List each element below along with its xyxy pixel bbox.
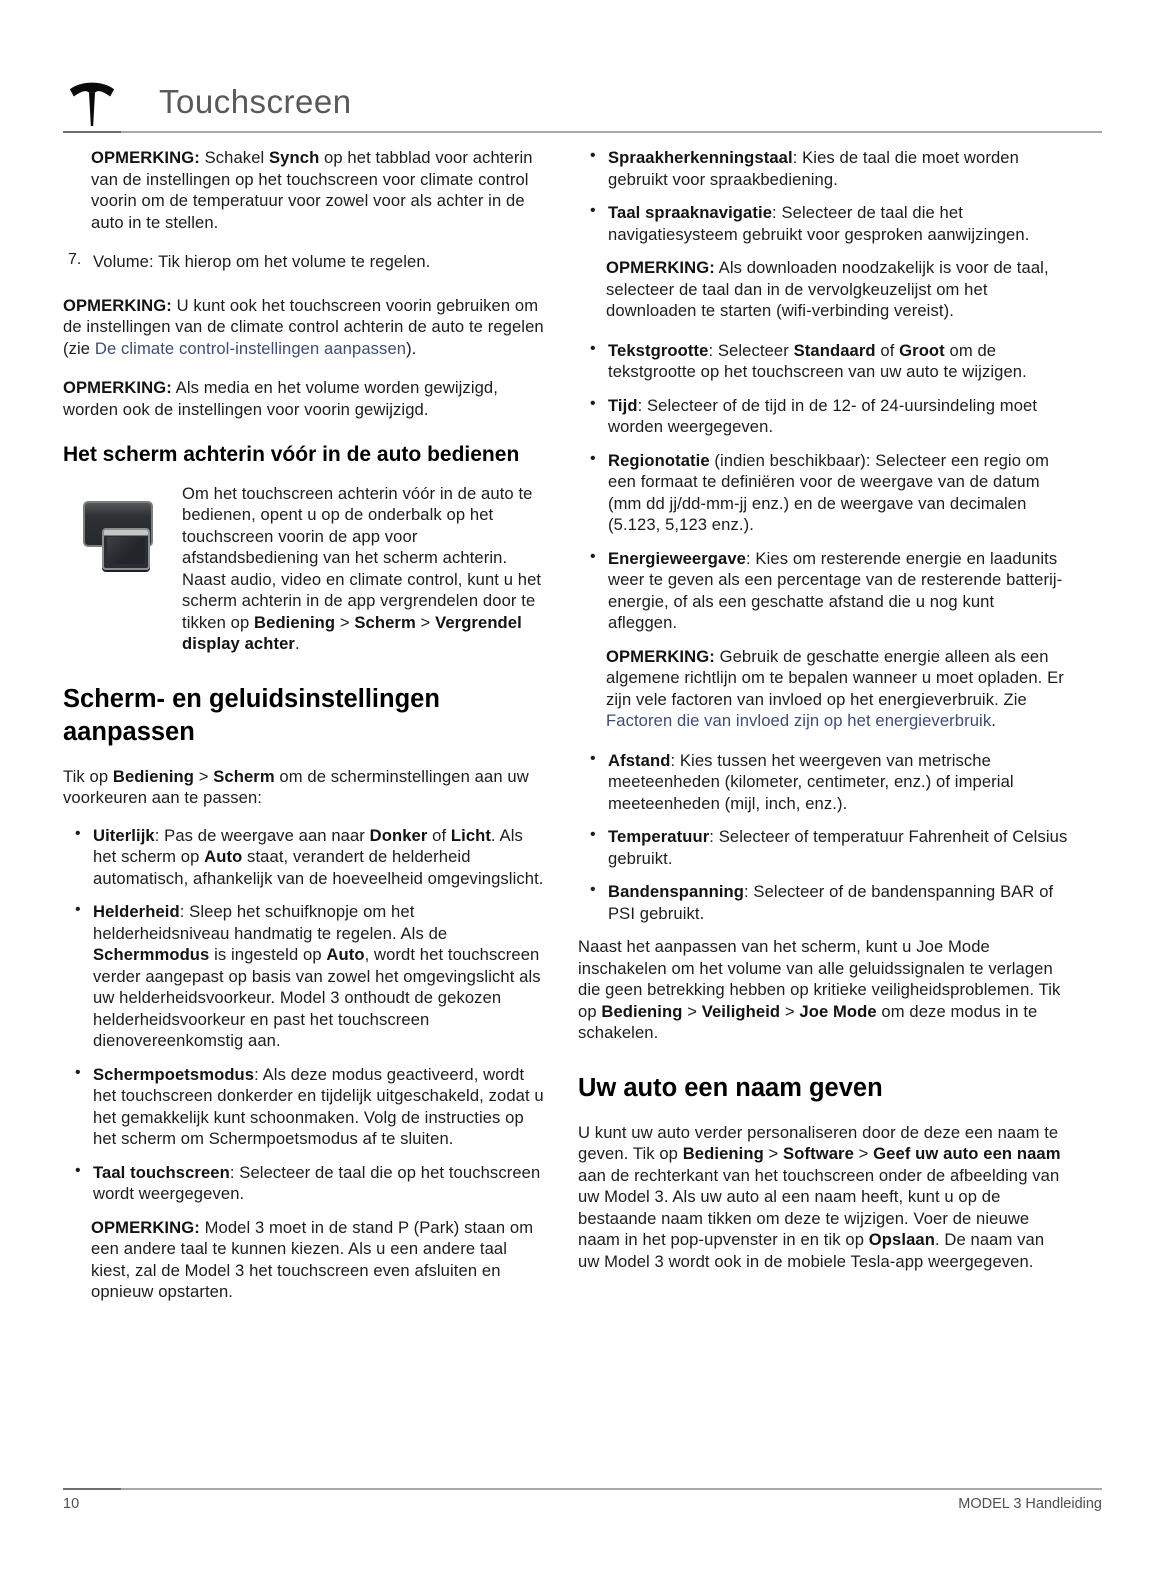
text-run: : Sleep het schuifknopje om het helderheidsniveau handmatig te regelen. Als de [93,902,448,943]
text-run: : Selecteer de taal die op het touchscreen wordt weergegeven. [93,1162,541,1203]
text-run: Schakel [199,148,270,167]
bullet-list-item [63,1162,545,1205]
bullet-list-item [63,1064,545,1150]
text-run: : Kies de taal die moet worden gebruikt voor spraakbediening. [608,148,1019,189]
bold-text-run: Scherm [354,612,416,632]
right-column [578,147,1068,1321]
text-run: op het tabblad voor achterin van de instellingen op het touchscreen voor climate control voorin om de temperatuur voor zowel voor als achter in de auto in te stellen. [91,148,533,232]
text-run: . De naam van uw Model 3 wordt ook in de mobiele Tesla-app weergegeven. [578,1230,1045,1271]
bold-text-run: OPMERKING: [63,295,172,315]
text-run: Gebruik de geschatte energie alleen als een algemene richtlijn om te bepalen wanneer u moet opladen. Er zijn vele factoren van invloed op het energieverbruik. Zie [606,646,1064,709]
bold-text-run: OPMERKING: [91,1217,200,1237]
list-item-text [608,202,1068,245]
list-item-text [608,395,1068,438]
text-run: is ingesteld op [209,945,327,964]
bullet-marker: • [75,1161,81,1179]
bold-text-run: Schermpoetsmodus [93,1064,255,1084]
chapter-title: Touchscreen [159,83,352,120]
text-run: Het scherm achterin vóór in de auto bedienen [63,443,520,466]
text-run: : Pas de weergave aan naar [154,825,370,845]
bold-text-run: Veiligheid [701,1001,781,1021]
bullet-list-item [578,450,1068,536]
text-run: > [780,1001,800,1021]
bullet-marker: • [590,394,596,412]
bold-text-run: Standaard [793,340,876,360]
body-paragraph [63,766,545,809]
bold-text-run: Vergrendel display achter [182,612,522,653]
bold-text-run: Software [783,1144,854,1163]
bullet-marker: • [590,202,596,219]
bold-text-run: Afstand [608,750,671,770]
bold-text-run: Helderheid [93,902,180,921]
bold-text-run: Auto [204,847,243,866]
bold-text-run: Opslaan [868,1230,935,1249]
text-run: : Kies tussen het weergeven van metrische meeteenheden (kilometer, centimeter, enz.) of imperial meeteenheden (mijl, inch, enz.). [608,750,1014,813]
bullet-marker: • [590,547,596,565]
bold-text-run: Taal spraaknavigatie [608,203,773,222]
note-paragraph [606,646,1068,732]
bold-text-run: Scherm [213,766,275,786]
bold-text-run: OPMERKING: [63,378,172,397]
note-paragraph [606,257,1068,322]
text-run: : Selecteer de taal die het navigatiesysteem gebruikt voor gesproken aanwijzingen. [608,203,1030,244]
text-run: Volume: Tik hierop om het volume te regelen. [93,252,431,271]
bold-text-run: Tekstgrootte [608,340,709,360]
text-run: > [194,766,214,786]
bold-text-run: Taal touchscreen [93,1162,230,1182]
bold-text-run: Donker [369,825,428,845]
text-run: om deze modus in te schakelen. [578,1001,1038,1042]
text-run: : Selecteer of de bandenspanning BAR of PSI gebruikt. [608,882,1054,923]
list-item-text [608,881,1068,924]
list-item-text [608,548,1068,634]
text-run: Uw auto een naam geven [578,1073,883,1102]
section-heading [578,1072,1068,1105]
list-item-text [608,750,1068,815]
bold-text-run: Tijd [608,395,638,415]
figure-text [182,483,545,655]
note-paragraph [63,295,545,360]
body-paragraph [578,1122,1068,1273]
text-run: : Selecteer [708,340,794,360]
text-run: , wordt het touchscreen verder aangepast op basis van zowel het omgevingslicht als uw helderheidsvoorkeur. Model 3 onthoudt de gekozen helderheidsvoorkeur en past het touchscreen dienovereenkomstig aan. [93,945,541,1050]
rear-screen-glass [107,537,145,564]
bold-text-run: OPMERKING: [606,258,715,277]
rear-screen-control-icon-icon [83,499,155,585]
bold-text-run: Schermmodus [93,945,210,964]
bullet-list-item [578,881,1068,924]
bullet-list-item [578,147,1068,190]
text-run: > [763,1144,784,1163]
text-run: Tik op [63,766,113,786]
list-item-text [93,825,545,890]
text-run: staat, verandert de helderheid automatisch, afhankelijk van de hoeveelheid omgevingslicht. [93,847,544,888]
header-divider [63,131,1102,133]
page-header [63,76,1102,132]
text-run: > [335,612,355,632]
bullet-marker: • [590,826,596,843]
page-content [63,147,1068,1321]
text-run: Scherm- en geluidsinstellingen aanpassen [63,684,440,746]
text-run: Als media en het volume worden gewijzigd, worden ook de instellingen voor voorin gewijzigd. [63,378,498,419]
bullet-marker: • [590,449,596,467]
numbered-list-item [63,251,545,273]
bullet-marker: • [75,1063,81,1081]
list-item-text [93,251,430,273]
list-item-text [93,901,545,1052]
bold-text-run: Spraakherkenningstaal [608,148,793,167]
bold-text-run: Joe Mode [799,1001,877,1021]
bullet-marker: • [590,881,596,898]
bold-text-run: Bediening [682,1144,764,1163]
list-item-text [608,340,1068,383]
footer-divider [63,1488,1102,1490]
text-run: ). [406,338,417,358]
list-item-text [608,450,1068,536]
cross-reference-link[interactable]: Factoren die van invloed zijn op het energieverbruik [606,711,992,730]
list-item-number: 7. [68,251,82,268]
text-run: aan de rechterkant van het touchscreen onder de afbeelding van uw Model 3. Als uw auto al een naam heeft, kunt u op de bestaande naam tikken om deze te wijzigen. Voer de nieuwe naam in het pop-upvenster in en tik op [578,1165,1060,1249]
bold-text-run: Auto [326,945,365,964]
page-number: 10 [63,1496,80,1512]
bullet-list-item [63,825,545,890]
bold-text-run: Temperatuur [608,827,710,846]
bullet-list-item [578,548,1068,634]
bullet-list-item [63,901,545,1052]
bullet-list-item [578,750,1068,815]
text-run: : Selecteer of temperatuur Fahrenheit of Celsius gebruikt. [608,827,1068,868]
rear-screen-front-panel [102,528,150,570]
text-run: U kunt ook het touchscreen voorin gebruiken om de instellingen van de climate control achterin de auto te regelen (zie [63,295,544,358]
bullet-list-item [578,826,1068,869]
text-run: : Selecteer of de tijd in de 12- of 24-uursindeling moet worden weergegeven. [608,395,1038,436]
list-item-text [608,147,1068,190]
bold-text-run: Bediening [112,766,194,786]
bold-text-run: Energieweergave [608,548,747,568]
text-run: . [295,634,300,653]
bullet-list-item [578,395,1068,438]
bullet-marker: • [590,749,596,767]
text-run: . Als het scherm op [93,825,523,866]
left-column [63,147,545,1321]
text-run: (indien beschikbaar): Selecteer een regio om een formaat te definiëren voor de weergave van de datum (mm dd jj/dd-mm-jj enz.) en de weergave van decimalen (5.123, 5,123 enz.). [608,450,1050,534]
list-item-text [608,826,1068,869]
bold-text-run: Synch [269,148,320,167]
subsection-heading [63,441,545,469]
bold-text-run: OPMERKING: [606,646,715,666]
bold-text-run: Licht [450,825,492,845]
bullet-marker: • [75,824,81,842]
text-run: U kunt uw auto verder personaliseren door de deze een naam te geven. Tik op [578,1122,1059,1163]
bold-text-run: Bediening [601,1001,683,1021]
text-run: of [875,340,900,360]
note-paragraph [91,1217,545,1303]
bullet-list-item [578,202,1068,245]
text-run: > [415,612,436,632]
list-item-text [93,1162,545,1205]
cross-reference-link[interactable]: De climate control-instellingen aanpassen [94,338,407,358]
bold-text-run: Groot [899,340,945,360]
manual-title: MODEL 3 Handleiding [958,1496,1102,1512]
bold-text-run: Geef uw auto een naam [873,1144,1061,1163]
bold-text-run: Regionotatie [608,450,710,470]
figure-with-text [63,483,545,655]
bold-text-run: Bandenspanning [608,882,744,901]
text-run: : Kies om resterende energie en laadunits weer te geven als een percentage van de resterende batterij-energie, of als een geschatte afstand die u nog kunt afleggen. [608,548,1063,632]
bold-text-run: Uiterlijk [93,825,155,845]
body-paragraph [578,936,1068,1044]
text-run: > [682,1001,702,1021]
tesla-logo-icon [69,78,115,128]
bold-text-run: OPMERKING: [91,148,200,167]
text-run: Model 3 moet in de stand P (Park) staan om een andere taal te kunnen kiezen. Als u een andere taal kiest, zal de Model 3 het touchscreen even afsluiten en opnieuw opstarten. [91,1217,534,1301]
section-heading [63,683,545,749]
bullet-list-item [578,340,1068,383]
text-run: . [991,711,996,730]
text-run: of [427,825,451,845]
list-item-text [93,1064,545,1150]
text-run: > [853,1144,874,1163]
text-run: Als downloaden noodzakelijk is voor de taal, selecteer de taal dan in de vervolgkeuzelijst om het downloaden te starten (wifi-verbinding vereist). [606,258,1049,320]
bullet-marker: • [75,901,81,918]
note-paragraph [63,377,545,420]
text-run: Naast het aanpassen van het scherm, kunt u Joe Mode inschakelen om het volume van alle geluidssignalen te verlagen die geen betrekking hebben op kritieke veiligheidsproblemen. Tik op [578,937,1061,1021]
bullet-marker: • [590,339,596,357]
bold-text-run: Bediening [254,612,336,632]
text-run: Om het touchscreen achterin vóór in de auto te bedienen, opent u op de onderbalk op het touchscreen voorin de app voor afstandsbediening van het scherm achterin. Naast audio, video en climate control, kunt u het scherm achterin in de app vergrendelen door te tikken op [182,483,542,632]
text-run: om de scherminstellingen aan uw voorkeuren aan te passen: [63,766,529,807]
bullet-marker: • [590,147,596,164]
text-run: : Als deze modus geactiveerd, wordt het touchscreen donkerder en tijdelijk uitgeschakeld, zodat u het gemakkelijk kunt schoonmaken. Volg de instructies op het scherm om Schermpoetsmodus af te sluiten. [93,1064,544,1148]
note-paragraph [91,147,545,233]
text-run: om de tekstgrootte op het touchscreen van uw auto te wijzigen. [608,340,1027,381]
